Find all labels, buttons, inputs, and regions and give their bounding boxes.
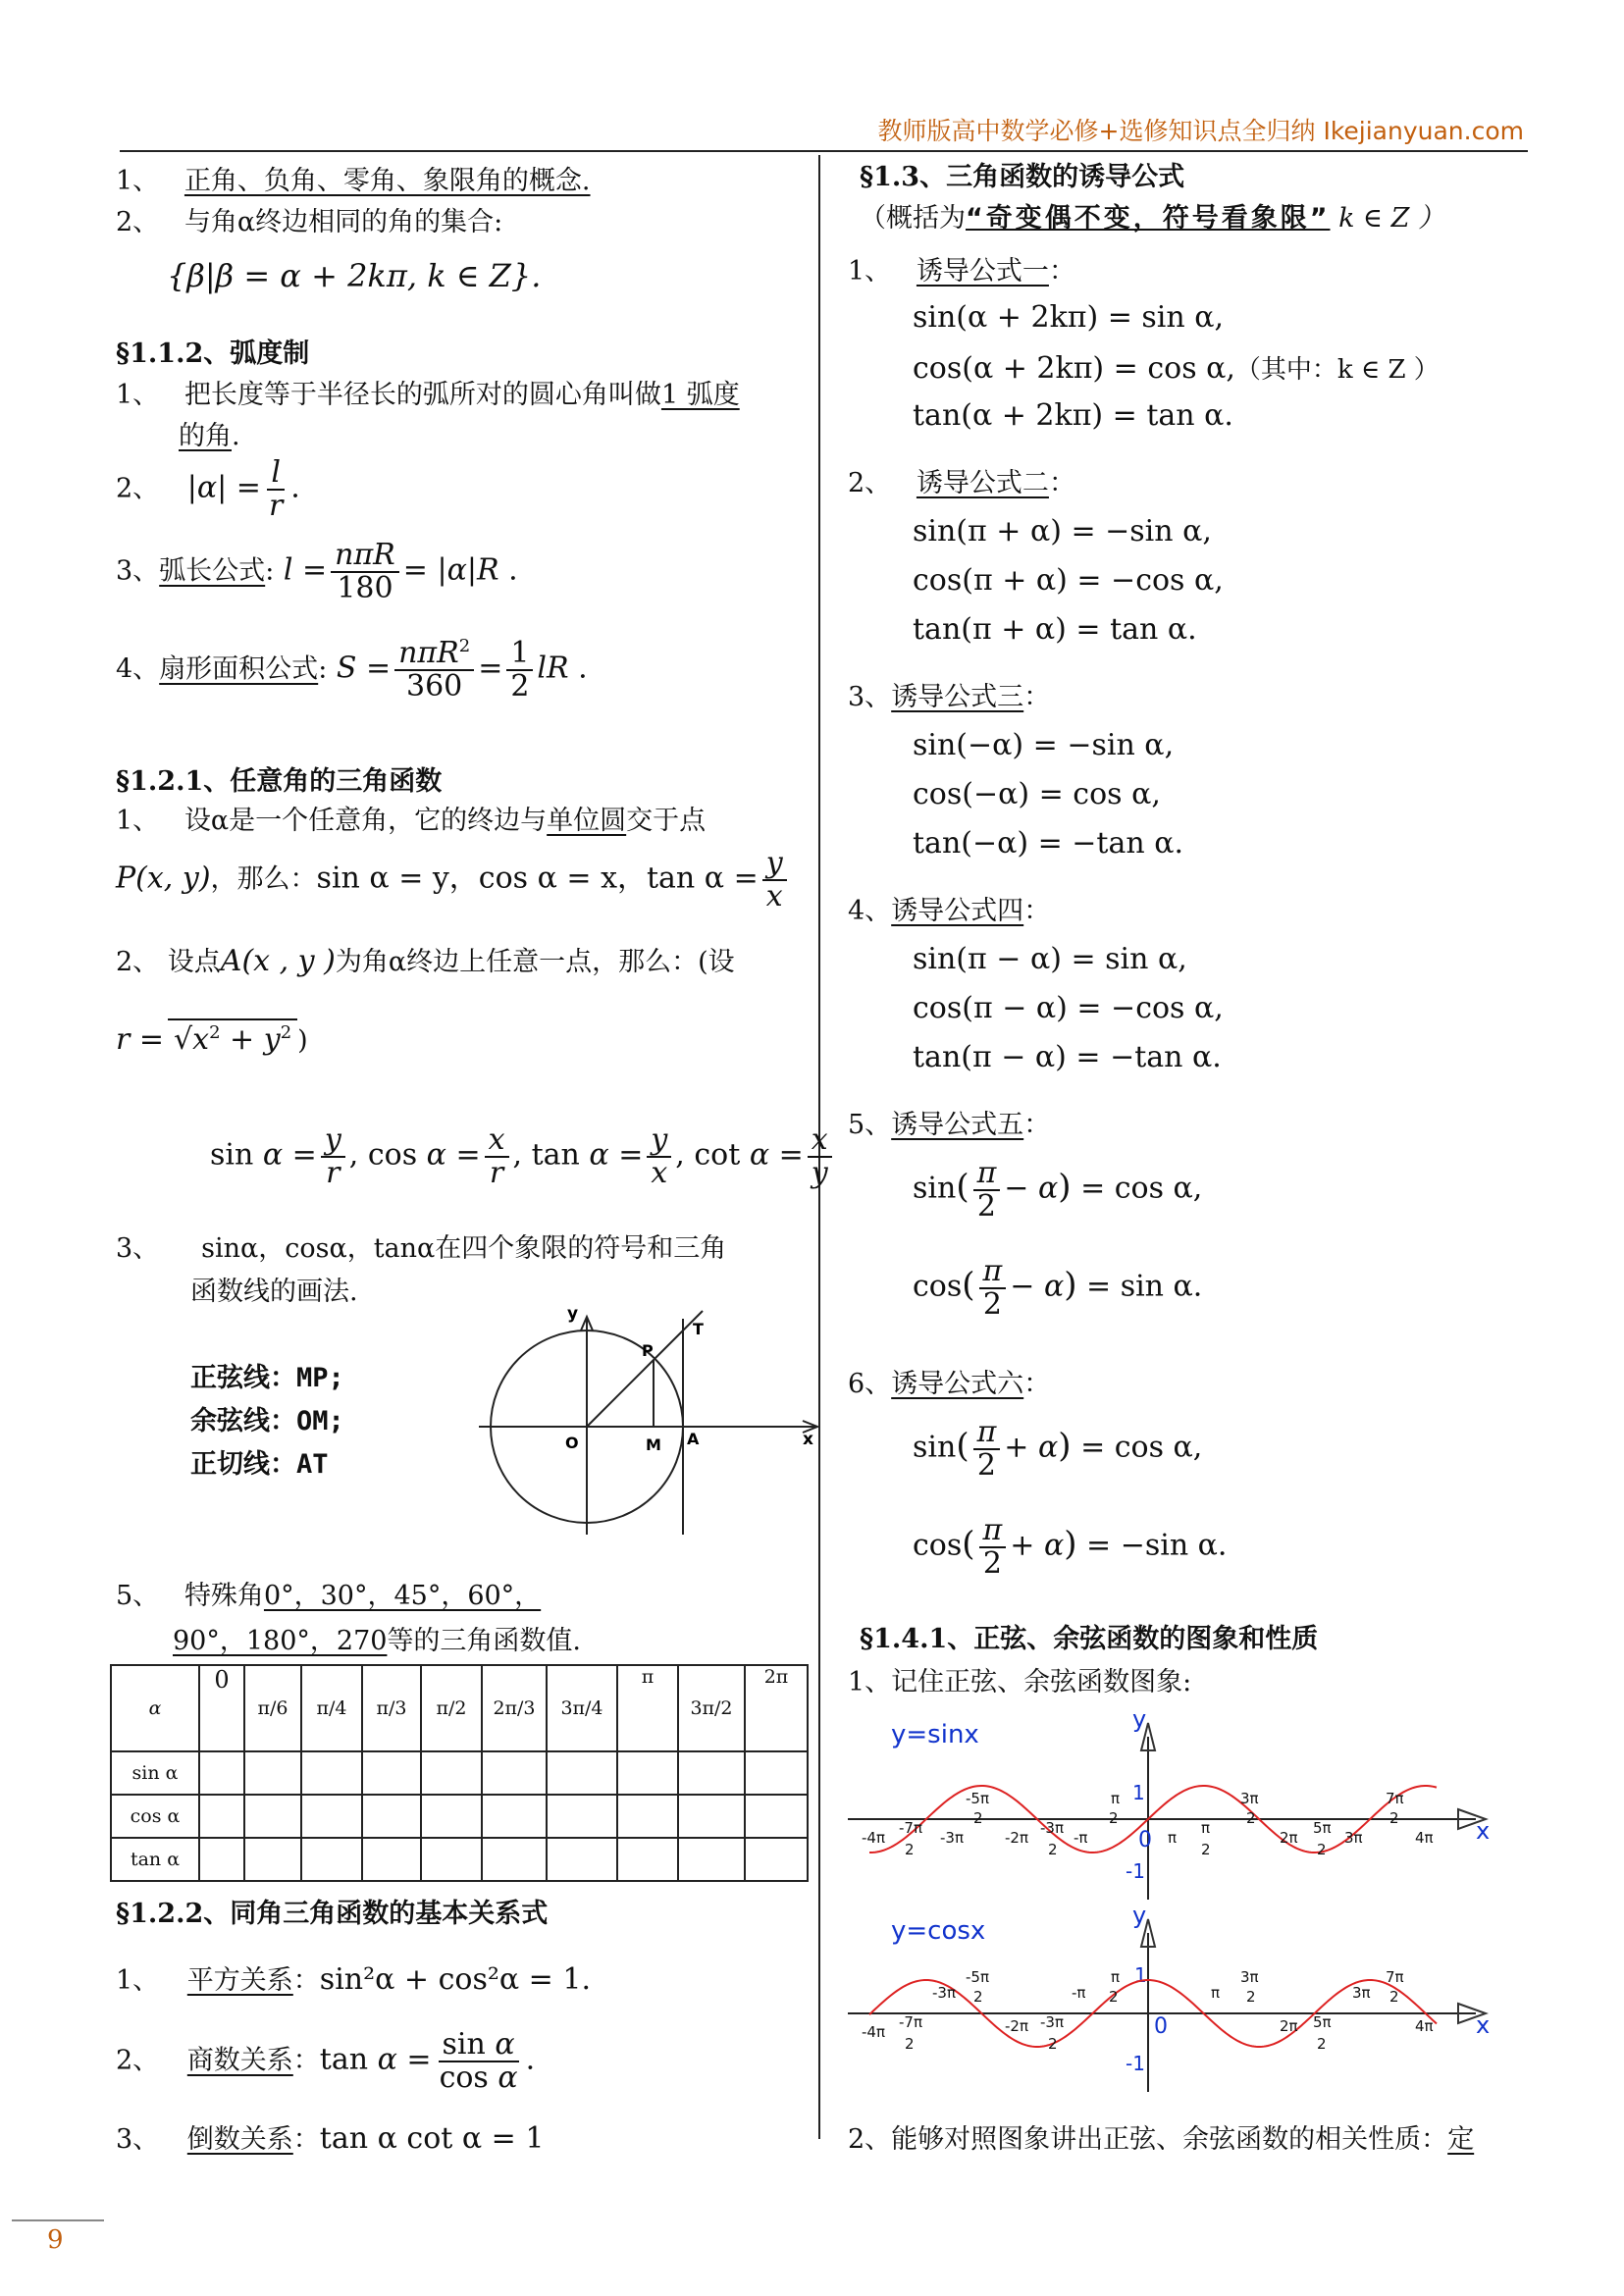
svg-text:-7π: -7π [899,1819,922,1837]
svg-text:x: x [1476,2011,1491,2039]
svg-text:2: 2 [1048,2035,1058,2053]
formula4-title: 4、诱导公式四： [848,896,1051,926]
relation-quotient: 2、 商数关系：tan α = $\frac{\text{sin α}}{\text{cos α}}$ . [116,2027,536,2095]
svg-text:x: x [803,1430,813,1449]
sine-line-label: 正弦线：MP; [190,1363,344,1393]
svg-text:2: 2 [905,2035,915,2053]
formula-abs-alpha: 2、 |α| = $\frac{l}{r}$ . [116,455,300,523]
formula1-title: 1、 诱导公式一： [848,256,1075,287]
section-trig-any-angle: §1.2.1、任意角的三角函数 [116,766,443,797]
formula-arc-length: 3、弧长公式: l = $\frac{\text{nπR}}{180}$ = |α|R . [116,538,518,605]
formula6-sin: sin( $\frac{\pi}{2}$ + α) = cos α, [913,1415,1203,1483]
formula-sector-area: 4、扇形面积公式: S = $\frac{n\pi R^2}{360}$ = $\frac{1}{2}$ lR . [116,636,588,704]
formula5-cos: cos( $\frac{\pi}{2}$ − α) = sin α. [913,1254,1203,1322]
relation-square: 1、 平方关系：sin²α + cos²α = 1. [116,1962,591,1997]
svg-text:1: 1 [1134,1963,1147,1987]
formula4-tan: tan(π − α) = −tan α. [913,1040,1222,1074]
svg-text:2: 2 [1109,1809,1119,1827]
svg-text:-3π: -3π [932,1984,956,2002]
point-def-formulas: sin α = $\frac{y}{r}$ , cos α = $\frac{x}{r}$ , tan α = $\frac{y}{x}$ , cot α = $\frac{x}{y}$ [210,1124,836,1188]
special-angles-line2: 90°，180°，270等的三角函数值. [173,1626,582,1656]
footer-rule [12,2219,104,2221]
svg-text:-2π: -2π [1005,1829,1028,1847]
svg-text:y=cosx: y=cosx [891,1916,986,1946]
page-header: 教师版高中数学必修+选修知识点全归纳 Ikejianyuan.com [877,117,1524,145]
svg-text:π: π [1111,1790,1121,1807]
section-sin-cos-graphs: §1.4.1、正弦、余弦函数的图象和性质 [860,1624,1319,1654]
formula6-cos: cos( $\frac{\pi}{2}$ + α) = −sin α. [913,1513,1228,1581]
section-radian: §1.1.2、弧度制 [116,339,310,369]
cosine-graph [848,1909,1535,2096]
svg-text:2: 2 [1317,1841,1327,1858]
svg-text:A: A [687,1430,700,1448]
svg-text:T: T [693,1320,704,1338]
svg-text:-1: -1 [1126,2052,1145,2075]
svg-text:2: 2 [1246,1809,1256,1827]
special-angle-table [110,1664,809,1882]
svg-text:-π: -π [1074,1829,1088,1847]
formula3-title: 3、诱导公式三： [848,682,1051,712]
formula4-cos: cos(π − α) = −cos α, [913,991,1224,1025]
formula2-tan: tan(π + α) = tan α. [913,612,1197,647]
formula4-sin: sin(π − α) = sin α, [913,942,1187,976]
svg-text:2: 2 [905,1841,915,1858]
svg-text:2: 2 [1317,2035,1327,2053]
svg-text:y: y [1132,1909,1147,1929]
radian-def-line1: 1、 把长度等于半径长的弧所对的圆心角叫做1 弧度 [116,380,740,410]
svg-text:-5π: -5π [966,1968,989,1986]
svg-text:-5π: -5π [966,1790,989,1807]
formula3-cos: cos(−α) = cos α, [913,777,1161,811]
svg-text:7π: 7π [1386,1968,1404,1986]
formula1-sin: sin(α + 2kπ) = sin α, [913,300,1225,335]
svg-text:-4π: -4π [862,2023,885,2041]
svg-text:2: 2 [973,1988,983,2006]
header-title: 教师版高中数学必修+选修知识点全归纳 [877,117,1316,145]
svg-text:π: π [1201,1819,1211,1837]
svg-text:2: 2 [1048,1841,1058,1858]
svg-text:2π: 2π [1280,2017,1298,2035]
item-angle-concepts: 1、 正角、负角、零角、象限角的概念. [116,166,591,196]
relation-reciprocal: 3、 倒数关系：tan α cot α = 1 [116,2121,545,2156]
graph-properties: 2、能够对照图象讲出正弦、余弦函数的相关性质：定 [848,2124,1475,2155]
unit-circle-def-line2: P(x, y)，那么：sin α = y，cos α = x，tan α = $\frac{y}{x}$ [116,848,791,912]
formula2-sin: sin(π + α) = −sin α, [913,514,1212,548]
header-rule [120,150,1528,152]
header-site: kejianyuan.com [1330,117,1524,145]
section-same-angle-relations: §1.2.2、同角三角函数的基本关系式 [116,1899,549,1929]
svg-text:-2π: -2π [1005,2017,1028,2035]
formula5-title: 5、诱导公式五： [848,1110,1051,1140]
svg-text:4π: 4π [1415,2017,1434,2035]
table-row: sin α [111,1751,808,1795]
svg-text:4π: 4π [1415,1829,1434,1847]
svg-text:2: 2 [973,1809,983,1827]
terminal-side-line [587,1311,703,1427]
quadrant-signs-line2: 函数线的画法. [190,1277,358,1307]
svg-text:2π: 2π [1280,1829,1298,1847]
svg-text:7π: 7π [1386,1790,1404,1807]
svg-text:y: y [567,1304,579,1324]
unit-circle-def-line1: 1、 设α是一个任意角，它的终边与单位圆交于点 [116,806,707,836]
tangent-line-label: 正切线：AT [190,1449,329,1480]
svg-text:2: 2 [1201,1841,1211,1858]
formula1-cos: cos(α + 2kπ) = cos α,（其中：k ∈ Z ） [913,351,1440,386]
svg-text:3π: 3π [1240,1790,1259,1807]
svg-text:M: M [646,1435,661,1454]
svg-text:-7π: -7π [899,2013,922,2031]
item-coterminal-set: 2、 与角α终边相同的角的集合: [116,207,503,237]
formula2-title: 2、 诱导公式二： [848,468,1075,498]
svg-text:-3π: -3π [940,1829,964,1847]
cosine-line-label: 余弦线：OM; [190,1406,344,1436]
svg-text:0: 0 [1138,1828,1152,1852]
sine-graph [848,1707,1535,1904]
svg-text:2: 2 [1389,1988,1399,2006]
point-def-line1: 2、 设点A(x , y )为角α终边上任意一点，那么：(设 [116,944,735,978]
svg-text:2: 2 [1246,1988,1256,2006]
point-def-radius: $r = √x^2 + y^2$ ) [116,1018,308,1057]
svg-text:2: 2 [1109,1988,1119,2006]
svg-text:P: P [642,1341,654,1360]
svg-text:π: π [1211,1984,1221,2002]
svg-text:-3π: -3π [1040,2013,1064,2031]
section-induction-formulas: §1.3、三角函数的诱导公式 [860,162,1185,192]
svg-text:3π: 3π [1240,1968,1259,1986]
formula5-sin: sin( $\frac{\pi}{2}$ − α) = cos α, [913,1156,1203,1224]
svg-text:2: 2 [1389,1809,1399,1827]
svg-text:x: x [1476,1817,1491,1845]
svg-text:-3π: -3π [1040,1819,1064,1837]
induction-summary: （概括为“奇变偶不变，符号看象限” k ∈ Z ） [860,203,1444,234]
svg-text:π: π [1168,1829,1178,1847]
svg-text:0: 0 [1154,2014,1168,2039]
svg-text:-1: -1 [1126,1859,1145,1883]
svg-text:1: 1 [1132,1781,1145,1804]
svg-text:-4π: -4π [862,1829,885,1847]
svg-text:y=sinx: y=sinx [891,1720,979,1749]
table-row: cos α [111,1795,808,1838]
formula3-sin: sin(−α) = −sin α, [913,728,1175,762]
graphs-intro: 1、记住正弦、余弦函数图象: [848,1667,1192,1697]
formula6-title: 6、诱导公式六： [848,1369,1051,1399]
formula1-tan: tan(α + 2kπ) = tan α. [913,398,1233,433]
table-header-row: α 0 π/6 π/4 π/3 π/2 2π/3 3π/4 π 3π/2 2π [111,1665,808,1751]
quadrant-signs-line1: 3、 sinα，cosα，tanα在四个象限的符号和三角 [116,1233,727,1264]
special-angles-line1: 5、 特殊角0°，30°，45°，60°， [116,1581,542,1611]
unit-circle-diagram [469,1299,832,1544]
svg-text:O: O [565,1434,579,1452]
svg-text:π: π [1111,1968,1121,1986]
page-number: 9 [47,2225,64,2255]
radian-def-line2: 的角. [179,421,240,451]
svg-text:3π: 3π [1352,1984,1371,2002]
formula2-cos: cos(π + α) = −cos α, [913,563,1224,598]
svg-text:y: y [1132,1707,1147,1733]
svg-text:-π: -π [1072,1984,1086,2002]
formula3-tan: tan(−α) = −tan α. [913,826,1184,861]
svg-text:3π: 3π [1344,1829,1363,1847]
table-row: tan α [111,1838,808,1881]
coterminal-formula: {β|β = α + 2kπ, k ∈ Z}. [167,257,542,294]
svg-text:5π: 5π [1313,2013,1332,2031]
svg-text:5π: 5π [1313,1819,1332,1837]
